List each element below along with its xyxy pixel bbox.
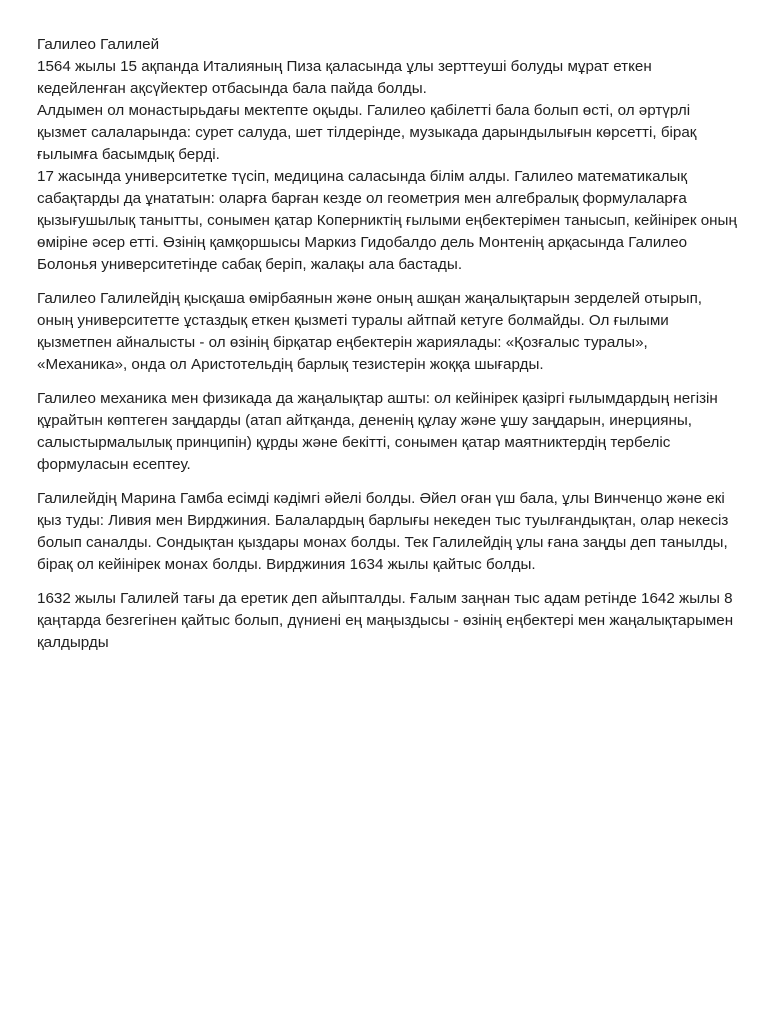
section-family (37, 488, 737, 576)
section-discoveries (37, 388, 737, 476)
intro-section (37, 34, 737, 276)
paragraph-death: 1632 жылы Галилей тағы да еретик деп айыпталды. Ғалым заңнан тыс адам ретінде 1642 жылы 8 қаңтарда безгегінен қайтыс болып, дүниені ең маңыздысы - өзінің еңбектері мен жаңалықтарымен қалдырды (37, 590, 734, 651)
section-death (37, 588, 737, 654)
paragraph-childhood: Алдымен ол монастырьдағы мектепте оқыды. Галилео қабілетті бала болып өсті, ол әртүрлі қызмет салаларында: сурет салуда, шет тілдерінде, музыкада дарындылығын көрсетті, бірақ ғылымға басымдық берді. (37, 102, 697, 163)
section-teaching (37, 288, 737, 376)
paragraph-birth: 1564 жылы 15 ақпанда Италияның Пиза қаласында ұлы зерттеуші болуды мұрат еткен кедейленған ақсүйектер отбасында бала пайда болды. (37, 58, 652, 97)
paragraph-family: Галилейдің Марина Гамба есімді кәдімгі әйелі болды. Әйел оған үш бала, ұлы Винченцо және екі қыз туды: Ливия мен Вирджиния. Балалардың барлығы некеден тыс туылғандықтан, олар некесіз болып саналды. Сондықтан қыздары монах болды. Тек Галилейдің ұлы ғана заңды деп танылды, бірақ ол кейінірек монах болды. Вирджиния 1634 жылы қайтыс болды. (37, 490, 729, 573)
paragraph-teaching: Галилео Галилейдің қысқаша өмірбаянын және оның ашқан жаңалықтарын зерделей отырып, оның университетте ұстаздық еткен қызметі туралы айтпай кетуге болмайды. Ол ғылыми қызметпен айналысты - ол өзінің бірқатар еңбектерін жариялады: «Қозғалыс туралы», «Механика», онда ол Аристотельдің барлық тезистерін жоққа шығарды. (37, 290, 703, 373)
document-title: Галилео Галилей (37, 36, 160, 53)
paragraph-discoveries: Галилео механика мен физикада да жаңалықтар ашты: ол кейінірек қазіргі ғылымдардың негізін құрайтын көптеген заңдарды (атап айтқанда, дененің құлау және ұшу заңдарын, инерцияны, салыстырмалылық принципін) құрды және бекітті, сонымен қатар маятниктердің тербеліс формуласын есептеу. (37, 390, 718, 473)
document-body (37, 34, 737, 666)
paragraph-university: 17 жасында университетке түсіп, медицина саласында білім алды. Галилео математикалық сабақтарды да ұнататын: оларға барған кезде ол геометрия мен алгебралық формулаларға қызығушылық танытты, сонымен қатар Коперниктің ғылыми еңбектерімен танысып, кейінірек оның өміріне әсер етті. Өзінің қамқоршысы Маркиз Гидобалдо дель Монтенің арқасында Галилео Болонья университетінде сабақ беріп, жалақы ала бастады. (37, 168, 737, 273)
